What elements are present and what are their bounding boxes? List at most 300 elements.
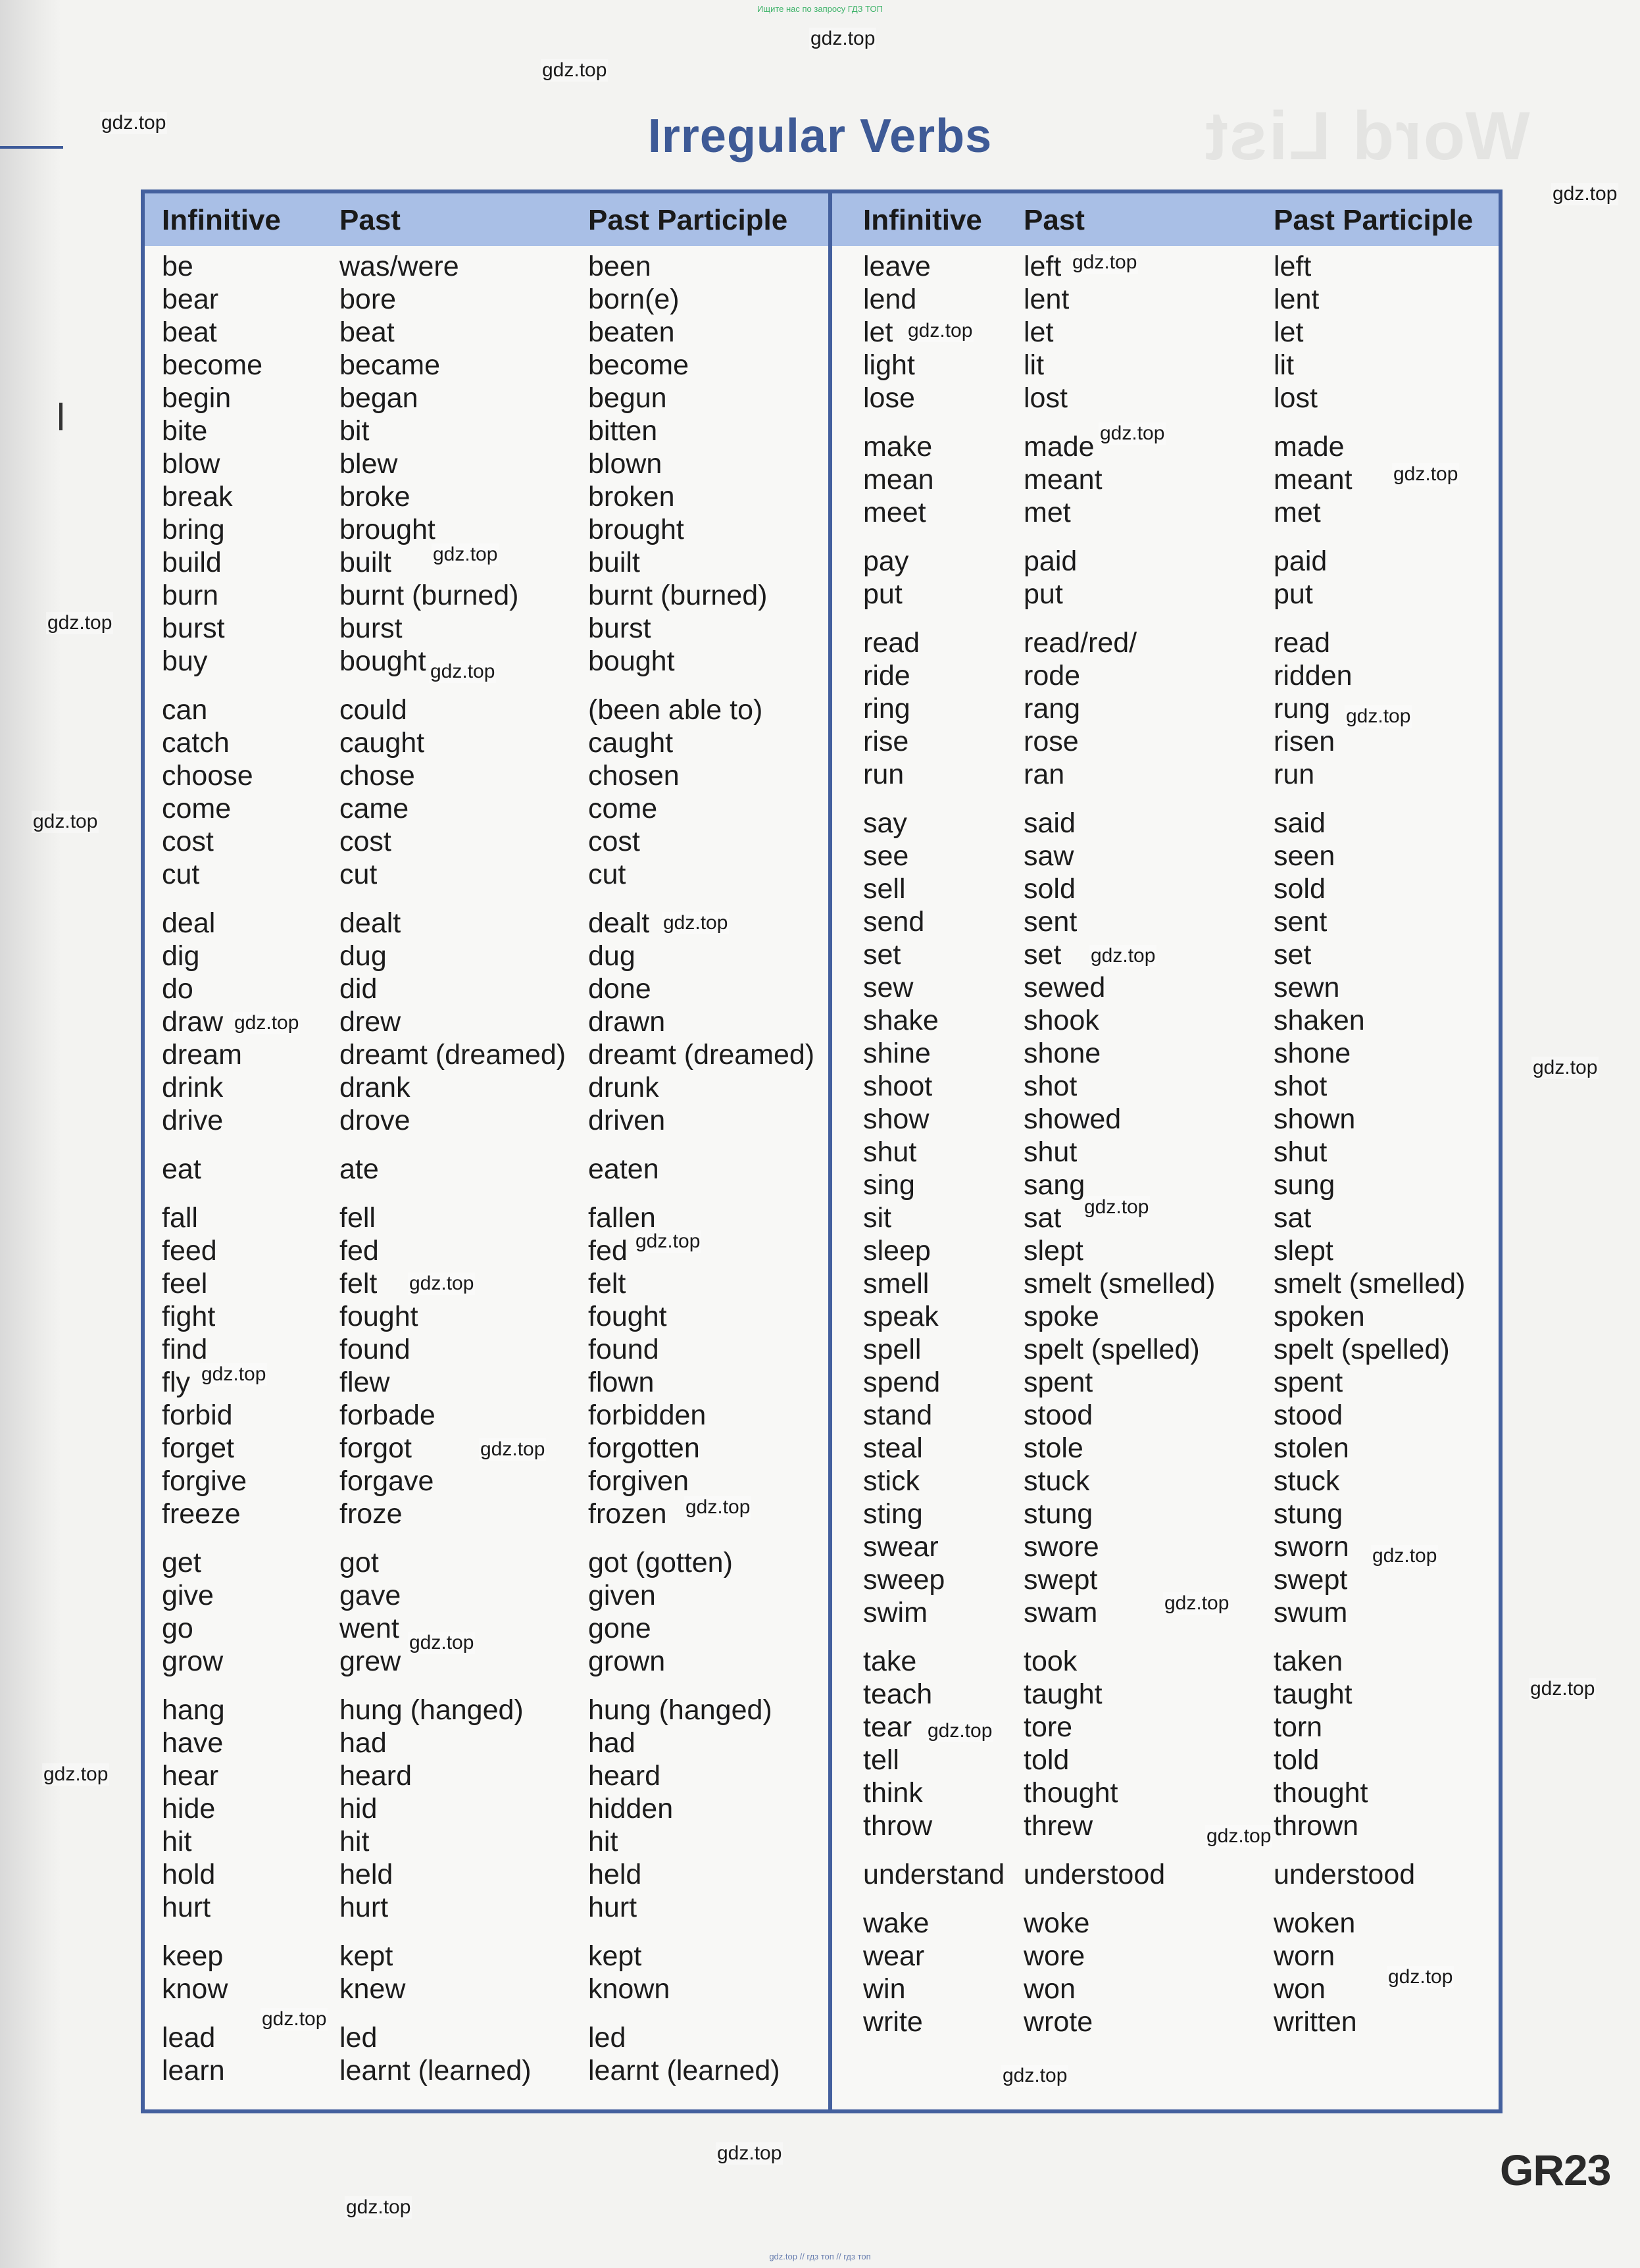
verb-infinitive-cell: keep (162, 1940, 224, 1972)
verb-participle-cell: lent (1274, 284, 1320, 315)
column-divider (828, 193, 832, 2109)
verb-infinitive-cell: sing (863, 1169, 915, 1201)
verb-infinitive-cell: read (863, 627, 920, 659)
verb-participle-cell: drawn (588, 1006, 666, 1038)
group-spacer (863, 529, 1005, 545)
watermark: gdz.top (1393, 463, 1458, 485)
verb-infinitive-cell: understand (863, 1859, 1005, 1890)
verb-past-cell: sold (1024, 873, 1076, 905)
verb-past-cell: came (339, 793, 409, 824)
verb-past-cell: dealt (339, 907, 401, 939)
verb-participle-cell: held (588, 1859, 642, 1890)
page-title: Irregular Verbs (647, 110, 993, 163)
verb-infinitive-cell: fight (162, 1301, 216, 1332)
verb-infinitive-cell: feel (162, 1268, 208, 1299)
verb-participle-cell: sworn (1274, 1531, 1349, 1563)
verb-participle-cell: sold (1274, 873, 1326, 905)
group-spacer (1274, 1629, 1466, 1645)
verb-infinitive-cell: sell (863, 873, 906, 905)
verb-past-cell: stung (1024, 1498, 1093, 1530)
group-spacer (1024, 1629, 1216, 1645)
verb-participle-cell: felt (588, 1268, 626, 1299)
verb-past-cell: wore (1024, 1940, 1085, 1972)
verb-participle-cell: heard (588, 1760, 660, 1792)
verb-past-cell: built (339, 547, 391, 578)
verb-past-cell: forbade (339, 1399, 435, 1431)
verb-past-cell: stuck (1024, 1465, 1090, 1497)
verb-infinitive-cell: build (162, 547, 222, 578)
verb-past-cell: left (1024, 251, 1062, 282)
group-spacer (588, 1924, 814, 1940)
verb-past-cell: blew (339, 448, 398, 480)
watermark: gdz.top (234, 1012, 299, 1034)
group-spacer (1274, 1842, 1466, 1858)
verb-infinitive-cell: send (863, 906, 925, 938)
page-gutter-shadow (0, 0, 61, 2268)
verb-participle-cell: stolen (1274, 1432, 1349, 1464)
verb-participle-cell: built (588, 547, 640, 578)
watermark: gdz.top (43, 1763, 109, 1785)
group-spacer (1024, 1842, 1216, 1858)
verb-participle-cell: shaken (1274, 1005, 1365, 1036)
verb-past-cell: paid (1024, 545, 1078, 577)
verb-past-cell: knew (339, 1973, 406, 2005)
verb-participle-cell: broken (588, 481, 675, 513)
group-spacer (1024, 529, 1216, 545)
verb-past-cell: tore (1024, 1711, 1073, 1743)
verb-infinitive-cell: spell (863, 1334, 922, 1365)
verb-past-cell: hit (339, 1826, 370, 1857)
verb-past-cell: said (1024, 807, 1076, 839)
verb-infinitive-cell: hang (162, 1694, 225, 1726)
verb-infinitive-cell: take (863, 1646, 917, 1677)
verb-infinitive-cell: tear (863, 1711, 912, 1743)
verb-infinitive-cell: fly (162, 1367, 190, 1398)
watermark: gdz.top (101, 112, 166, 134)
verb-infinitive-cell: learn (162, 2055, 225, 2086)
verb-participle-cell: won (1274, 1973, 1326, 2005)
watermark: gdz.top (1346, 705, 1411, 727)
verb-infinitive-cell: light (863, 349, 915, 381)
verb-participle-cell: (been able to) (588, 694, 763, 726)
verb-infinitive-cell: steal (863, 1432, 923, 1464)
verb-participle-cell: shut (1274, 1136, 1328, 1168)
verb-infinitive-cell: swear (863, 1531, 939, 1563)
watermark: gdz.top (810, 28, 876, 49)
watermark: gdz.top (262, 2008, 327, 2030)
watermark: gdz.top (1100, 422, 1165, 444)
verb-past-cell: became (339, 349, 440, 381)
verb-infinitive-cell: pay (863, 545, 909, 577)
verb-infinitive-cell: forbid (162, 1399, 233, 1431)
group-spacer (588, 678, 814, 693)
group-spacer (162, 1186, 262, 1201)
verb-past-cell: bought (339, 645, 426, 677)
verb-infinitive-cell: let (863, 316, 893, 348)
verb-past-cell: sent (1024, 906, 1078, 938)
watermark: gdz.top (908, 320, 973, 341)
left-infinitive-column (162, 250, 262, 2087)
verb-past-cell: led (339, 2022, 378, 2054)
verb-participle-cell: hidden (588, 1793, 674, 1825)
verb-participle-cell: cost (588, 826, 640, 857)
verb-participle-cell: paid (1274, 545, 1328, 577)
verb-past-cell: dug (339, 940, 387, 972)
verb-infinitive-cell: drive (162, 1105, 224, 1136)
left-participle-column (588, 250, 814, 2087)
verb-infinitive-cell: give (162, 1580, 214, 1611)
watermark: gdz.top (430, 661, 495, 682)
verb-participle-cell: understood (1274, 1859, 1416, 1890)
watermark: gdz.top (542, 59, 607, 81)
verb-infinitive-cell: drink (162, 1072, 224, 1103)
watermark: gdz.top (346, 2196, 411, 2218)
verb-infinitive-cell: forgive (162, 1465, 247, 1497)
verb-infinitive-cell: hurt (162, 1892, 211, 1923)
verb-infinitive-cell: wear (863, 1940, 925, 1972)
verb-infinitive-cell: think (863, 1777, 923, 1809)
verb-infinitive-cell: hear (162, 1760, 219, 1792)
group-spacer (339, 891, 566, 907)
page-number: GR23 (1500, 2146, 1611, 2194)
group-spacer (162, 1530, 262, 1546)
group-spacer (1274, 1891, 1466, 1907)
verb-participle-cell: forgotten (588, 1432, 700, 1464)
verb-infinitive-cell: set (863, 939, 901, 970)
group-spacer (162, 1137, 262, 1153)
verb-participle-cell: done (588, 973, 651, 1005)
verb-participle-cell: told (1274, 1744, 1320, 1776)
verb-participle-cell: eaten (588, 1153, 659, 1185)
verb-infinitive-cell: know (162, 1973, 228, 2005)
group-spacer (863, 1842, 1005, 1858)
verb-infinitive-cell: find (162, 1334, 208, 1365)
footer-text: gdz.top // гдз топ // гдз топ (769, 2252, 871, 2261)
verb-infinitive-cell: sting (863, 1498, 923, 1530)
verb-infinitive-cell: put (863, 578, 903, 610)
verb-past-cell: heard (339, 1760, 412, 1792)
verb-infinitive-cell: fall (162, 1202, 198, 1234)
verb-infinitive-cell: come (162, 793, 232, 824)
verb-past-cell: swam (1024, 1597, 1098, 1628)
group-spacer (588, 1530, 814, 1546)
verb-infinitive-cell: ring (863, 693, 910, 724)
verb-past-cell: spoke (1024, 1301, 1099, 1332)
right-infinitive-column (863, 250, 1005, 2038)
verb-infinitive-cell: mean (863, 464, 934, 495)
verb-infinitive-cell: catch (162, 727, 230, 759)
verb-participle-cell: brought (588, 514, 684, 545)
group-spacer (588, 1137, 814, 1153)
group-spacer (863, 791, 1005, 807)
verb-participle-cell: risen (1274, 726, 1335, 757)
verb-participle-cell: been (588, 251, 651, 282)
verb-past-cell: shot (1024, 1071, 1078, 1102)
verb-infinitive-cell: eat (162, 1153, 201, 1185)
verb-past-cell: forgot (339, 1432, 412, 1464)
verb-infinitive-cell: rise (863, 726, 909, 757)
verb-participle-cell: read (1274, 627, 1331, 659)
verb-infinitive-cell: lend (863, 284, 917, 315)
verb-participle-cell: forbidden (588, 1399, 707, 1431)
verb-past-cell: held (339, 1859, 393, 1890)
verb-participle-cell: run (1274, 759, 1315, 790)
verb-infinitive-cell: lead (162, 2022, 216, 2054)
verb-infinitive-cell: can (162, 694, 208, 726)
verb-infinitive-cell: dream (162, 1039, 242, 1071)
verb-participle-cell: fallen (588, 1202, 656, 1234)
verb-participle-cell: frozen (588, 1498, 667, 1530)
verb-participle-cell: woken (1274, 1907, 1356, 1939)
verb-participle-cell: become (588, 349, 689, 381)
verb-participle-cell: sung (1274, 1169, 1335, 1201)
verb-participle-cell: beaten (588, 316, 675, 348)
verb-participle-cell: chosen (588, 760, 680, 792)
verb-participle-cell: sent (1274, 906, 1328, 938)
verb-participle-cell: stung (1274, 1498, 1343, 1530)
verb-infinitive-cell: draw (162, 1006, 224, 1038)
verb-participle-cell: stood (1274, 1399, 1343, 1431)
verb-participle-cell: made (1274, 431, 1345, 463)
verb-infinitive-cell: shut (863, 1136, 917, 1168)
verb-infinitive-cell: dig (162, 940, 200, 972)
verb-past-cell: fought (339, 1301, 418, 1332)
verb-participle-cell: shot (1274, 1071, 1328, 1102)
verb-participle-cell: had (588, 1727, 635, 1759)
verb-past-cell: burnt (burned) (339, 580, 519, 611)
verb-past-cell: hurt (339, 1892, 389, 1923)
verb-infinitive-cell: teach (863, 1678, 933, 1710)
verb-participle-cell: got (gotten) (588, 1547, 733, 1578)
verb-infinitive-cell: speak (863, 1301, 939, 1332)
verb-infinitive-cell: tell (863, 1744, 899, 1776)
group-spacer (588, 2005, 814, 2021)
verb-infinitive-cell: wake (863, 1907, 930, 1939)
bleed-through-title: Word List (1204, 98, 1530, 174)
verb-infinitive-cell: buy (162, 645, 208, 677)
verb-past-cell: lost (1024, 382, 1068, 414)
verb-past-cell: swore (1024, 1531, 1099, 1563)
verb-participle-cell: bought (588, 645, 675, 677)
verb-infinitive-cell: have (162, 1727, 224, 1759)
verb-past-cell: felt (339, 1268, 378, 1299)
verb-past-cell: read/red/ (1024, 627, 1137, 659)
verb-participle-cell: torn (1274, 1711, 1323, 1743)
verb-past-cell: threw (1024, 1810, 1093, 1842)
verb-participle-cell: thrown (1274, 1810, 1359, 1842)
verb-past-cell: learnt (learned) (339, 2055, 532, 2086)
verb-past-cell: drank (339, 1072, 410, 1103)
verb-participle-cell: swum (1274, 1597, 1348, 1628)
verb-past-cell: shut (1024, 1136, 1078, 1168)
watermark: gdz.top (717, 2142, 782, 2164)
verb-participle-cell: meant (1274, 464, 1353, 495)
verb-participle-cell: dreamt (dreamed) (588, 1039, 815, 1071)
watermark: gdz.top (33, 811, 98, 832)
verb-past-cell: shook (1024, 1005, 1099, 1036)
verb-past-cell: fell (339, 1202, 376, 1234)
verb-past-cell: burst (339, 613, 403, 644)
verb-participle-cell: written (1274, 2006, 1357, 2038)
verb-infinitive-cell: break (162, 481, 233, 513)
verb-participle-cell: led (588, 2022, 626, 2054)
verb-participle-cell: found (588, 1334, 659, 1365)
group-spacer (588, 891, 814, 907)
verb-past-cell: found (339, 1334, 410, 1365)
verb-infinitive-cell: burst (162, 613, 225, 644)
verb-past-cell: woke (1024, 1907, 1090, 1939)
verb-past-cell: understood (1024, 1859, 1166, 1890)
verb-past-cell: grew (339, 1646, 401, 1677)
verb-past-cell: ran (1024, 759, 1065, 790)
watermark: gdz.top (1206, 1825, 1272, 1847)
verb-past-cell: caught (339, 727, 425, 759)
right-past-column (1024, 250, 1216, 2038)
verb-past-cell: was/were (339, 251, 459, 282)
verb-past-cell: chose (339, 760, 415, 792)
verb-past-cell: ate (339, 1153, 379, 1185)
verb-infinitive-cell: be (162, 251, 193, 282)
verb-participle-cell: swept (1274, 1564, 1348, 1596)
verb-infinitive-cell: begin (162, 382, 232, 414)
verb-past-cell: sat (1024, 1202, 1062, 1234)
verb-past-cell: went (339, 1613, 399, 1644)
group-spacer (1274, 791, 1466, 807)
verb-participle-cell: given (588, 1580, 656, 1611)
watermark: gdz.top (1533, 1057, 1598, 1078)
verb-past-cell: meant (1024, 464, 1103, 495)
verb-participle-cell: driven (588, 1105, 666, 1136)
group-spacer (1024, 611, 1216, 626)
verb-participle-cell: sewn (1274, 972, 1340, 1003)
verb-past-cell: wrote (1024, 2006, 1093, 2038)
margin-tick (59, 403, 62, 430)
watermark: gdz.top (433, 543, 498, 565)
watermark: gdz.top (928, 1720, 993, 1742)
verb-participle-cell: caught (588, 727, 674, 759)
group-spacer (339, 1530, 566, 1546)
verb-past-cell: took (1024, 1646, 1078, 1677)
watermark: gdz.top (409, 1632, 474, 1653)
header-infinitive-right: Infinitive (863, 204, 982, 236)
verb-infinitive-cell: hold (162, 1859, 216, 1890)
verb-participle-cell: lit (1274, 349, 1295, 381)
verb-past-cell: drove (339, 1105, 410, 1136)
verb-infinitive-cell: freeze (162, 1498, 241, 1530)
group-spacer (588, 1186, 814, 1201)
verb-past-cell: slept (1024, 1235, 1083, 1267)
verb-past-cell: beat (339, 316, 395, 348)
verb-past-cell: began (339, 382, 418, 414)
watermark: gdz.top (1091, 945, 1156, 967)
verb-infinitive-cell: hit (162, 1826, 192, 1857)
watermark: gdz.top (1530, 1678, 1595, 1700)
verb-infinitive-cell: cut (162, 859, 200, 890)
watermark: gdz.top (1388, 1966, 1453, 1988)
header-participle-right: Past Participle (1274, 204, 1474, 236)
verb-past-cell: fed (339, 1235, 379, 1267)
verb-past-cell: got (339, 1547, 379, 1578)
watermark: gdz.top (685, 1496, 751, 1518)
header-participle-left: Past Participle (588, 204, 788, 236)
verb-infinitive-cell: ride (863, 660, 910, 692)
verb-infinitive-cell: sleep (863, 1235, 931, 1267)
verb-infinitive-cell: hide (162, 1793, 216, 1825)
verb-past-cell: taught (1024, 1678, 1103, 1710)
verb-participle-cell: hung (hanged) (588, 1694, 772, 1726)
watermark: gdz.top (409, 1273, 474, 1294)
verb-past-cell: lit (1024, 349, 1045, 381)
group-spacer (162, 678, 262, 693)
verb-past-cell: broke (339, 481, 410, 513)
verb-participle-cell: known (588, 1973, 670, 2005)
verb-infinitive-cell: become (162, 349, 262, 381)
left-past-column (339, 250, 566, 2087)
verb-participle-cell: said (1274, 807, 1326, 839)
verb-infinitive-cell: sew (863, 972, 914, 1003)
verb-participle-cell: grown (588, 1646, 666, 1677)
verb-past-cell: gave (339, 1580, 401, 1611)
verb-participle-cell: spent (1274, 1367, 1343, 1398)
verb-infinitive-cell: burn (162, 580, 219, 611)
verb-past-cell: spelt (spelled) (1024, 1334, 1200, 1365)
verb-participle-cell: drunk (588, 1072, 659, 1103)
verb-participle-cell: taught (1274, 1678, 1353, 1710)
verb-past-cell: rang (1024, 693, 1081, 724)
verb-infinitive-cell: shoot (863, 1071, 933, 1102)
verb-past-cell: stood (1024, 1399, 1093, 1431)
verb-infinitive-cell: blow (162, 448, 220, 480)
irregular-verbs-table (141, 189, 1503, 2113)
group-spacer (1274, 415, 1466, 430)
verb-infinitive-cell: make (863, 431, 933, 463)
verb-past-cell: saw (1024, 840, 1074, 872)
verb-participle-cell: begun (588, 382, 667, 414)
verb-infinitive-cell: shine (863, 1038, 931, 1069)
verb-infinitive-cell: run (863, 759, 905, 790)
verb-participle-cell: sat (1274, 1202, 1312, 1234)
verb-participle-cell: lost (1274, 382, 1318, 414)
verb-infinitive-cell: swim (863, 1597, 928, 1628)
verb-past-cell: had (339, 1727, 387, 1759)
group-spacer (1024, 1891, 1216, 1907)
verb-past-cell: could (339, 694, 407, 726)
verb-infinitive-cell: see (863, 840, 909, 872)
verb-past-cell: shone (1024, 1038, 1101, 1069)
verb-infinitive-cell: choose (162, 760, 253, 792)
verb-past-cell: cost (339, 826, 391, 857)
verb-infinitive-cell: go (162, 1613, 193, 1644)
verb-infinitive-cell: say (863, 807, 907, 839)
group-spacer (162, 891, 262, 907)
verb-past-cell: cut (339, 859, 378, 890)
verb-infinitive-cell: cost (162, 826, 214, 857)
verb-participle-cell: come (588, 793, 658, 824)
verb-infinitive-cell: bring (162, 514, 225, 545)
verb-participle-cell: fought (588, 1301, 667, 1332)
verb-infinitive-cell: show (863, 1103, 930, 1135)
verb-participle-cell: taken (1274, 1646, 1343, 1677)
verb-infinitive-cell: write (863, 2006, 923, 2038)
verb-infinitive-cell: grow (162, 1646, 224, 1677)
group-spacer (162, 1678, 262, 1694)
verb-participle-cell: met (1274, 497, 1321, 528)
group-spacer (863, 1891, 1005, 1907)
verb-participle-cell: shone (1274, 1038, 1351, 1069)
header-infinitive-left: Infinitive (162, 204, 281, 236)
verb-past-cell: drew (339, 1006, 401, 1038)
group-spacer (162, 1924, 262, 1940)
